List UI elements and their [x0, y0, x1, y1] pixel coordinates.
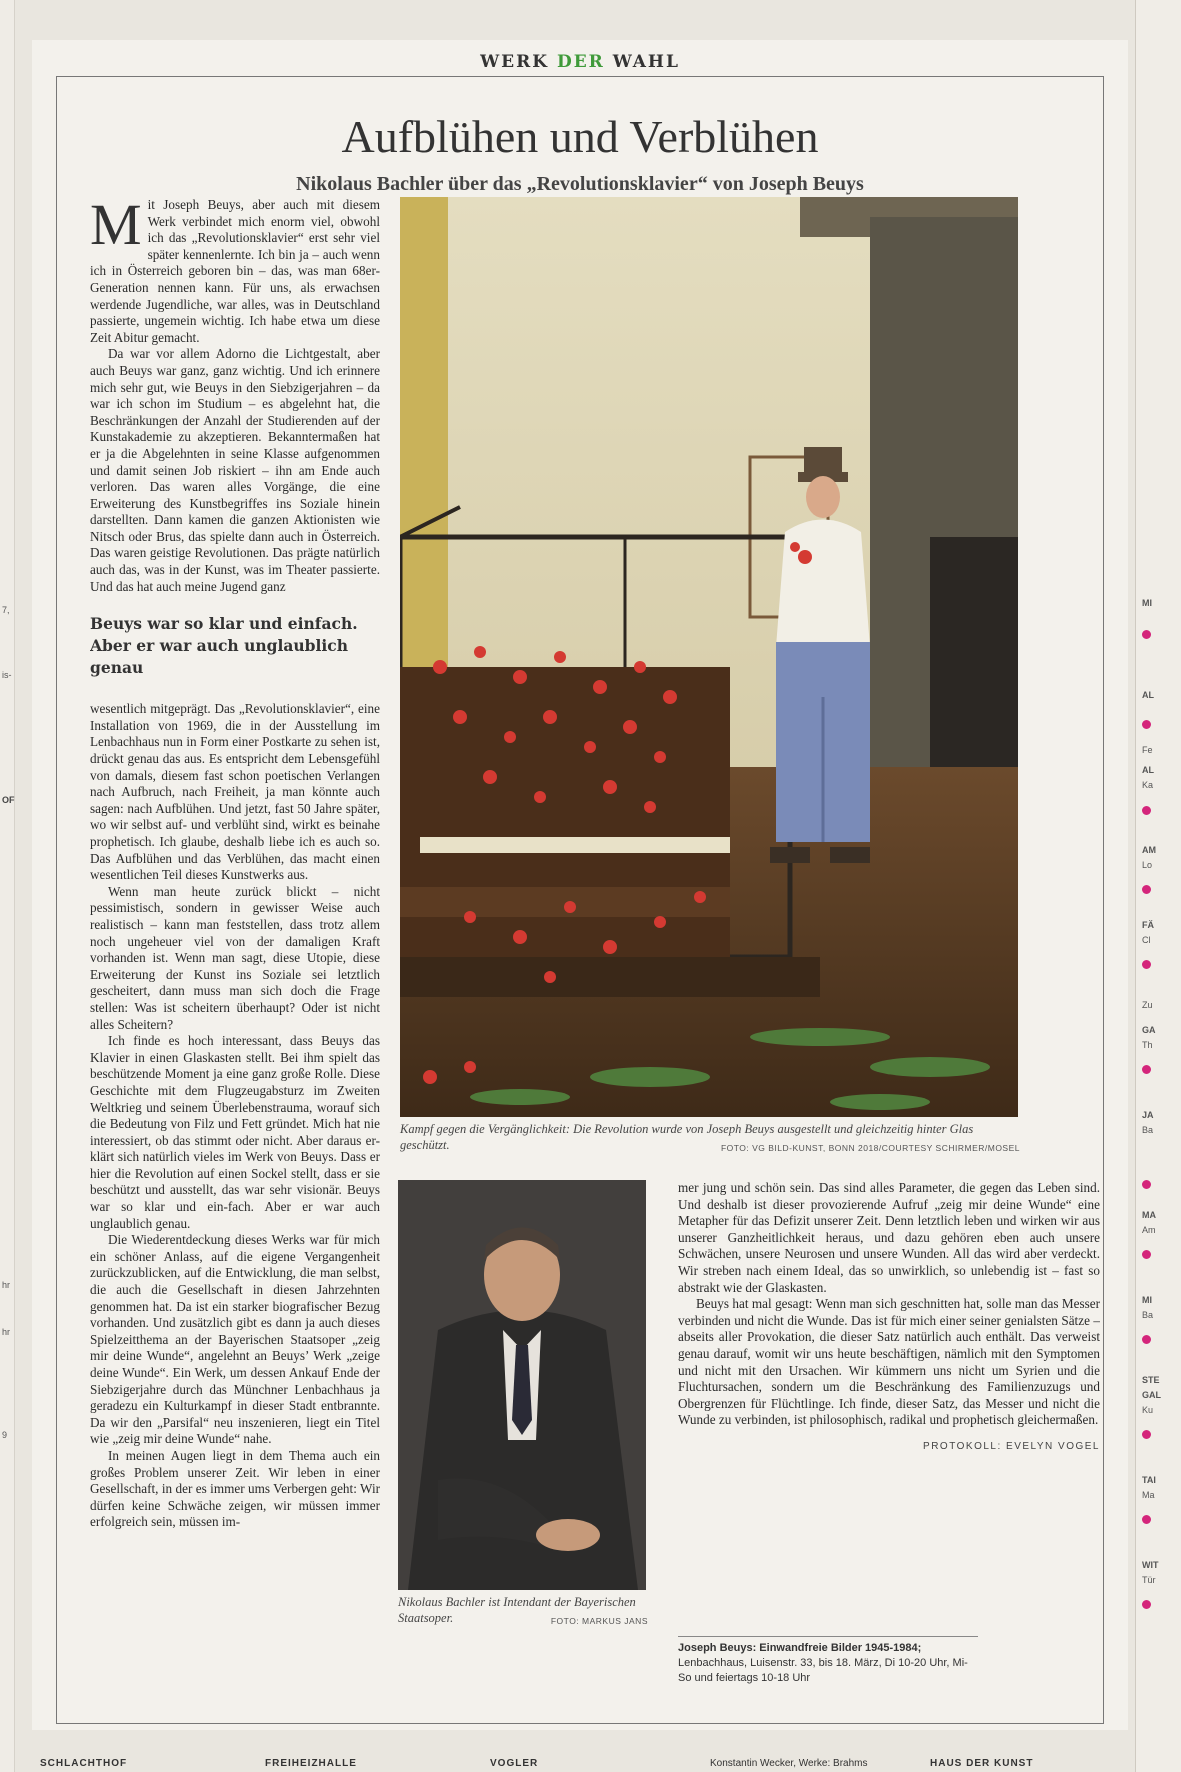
- event-dot-icon: [1142, 1335, 1151, 1344]
- kicker-word: WERK: [480, 52, 557, 72]
- footer-item: SCHLACHTHOF: [40, 1758, 128, 1769]
- photo-caption-1: [400, 1121, 1020, 1156]
- footer-item: Konstantin Wecker, Werke: Brahms: [710, 1758, 868, 1769]
- right-strip-fragment: Lo: [1142, 860, 1153, 870]
- event-dot-icon: [1142, 720, 1151, 729]
- right-strip-fragment: MI: [1142, 1295, 1152, 1305]
- event-dot-icon: [1142, 1065, 1151, 1074]
- photo-revolutionsklavier: [400, 197, 1018, 1117]
- paragraph: Da war vor allem Adorno die Lichtgestalt, aber auch Beuys war ganz, ganz wichtig. Und ich erinnere mich sehr gut, wie Beuys in den Siebzigerjahren – da war ich schon im Studium – es abgelehnt hat, die Beschränkungen der Anzahl der Studierenden auf der Kunstakademie zu akzeptieren. Bekanntermaßen hat er ja die Abgelehnten in seine Klasse aufgenommen und damit seinen Job riskiert – ihn am Ende auch verloren. Das waren alles Vorgänge, die eine Erweiterung des Kunstbegriffes ins Soziale hinein darstellten. Dann kamen die ganzen Aktionisten wie Nitsch oder Brus, das spielte dann auch in Österreich. Das waren geistige Revolutionen. Das prägte natürlich auch das, was in der Kunst, was im Theater passierte. Und das hat auch meine Jugend ganz: [90, 346, 380, 594]
- exhibition-details: Lenbachhaus, Luisenstr. 33, bis 18. März, Di 10-20 Uhr, Mi-So und feiertags 10-18 Uhr: [678, 1657, 968, 1684]
- right-strip-fragment: Zu: [1142, 1000, 1153, 1010]
- pull-quote: Beuys war so klar und einfach. Aber er war auch unglaublich genau: [90, 614, 358, 678]
- right-strip-fragment: WIT: [1142, 1560, 1159, 1570]
- right-strip-fragment: Am: [1142, 1225, 1156, 1235]
- right-strip-fragment: AL: [1142, 765, 1154, 775]
- newspaper-page: [32, 40, 1128, 1730]
- right-strip-fragment: AL: [1142, 690, 1154, 700]
- left-strip-fragment: OF: [2, 795, 15, 805]
- event-dot-icon: [1142, 1430, 1151, 1439]
- photo-revolutionsklavier-graphic: [400, 197, 1018, 1117]
- exhibition-title: Joseph Beuys: Einwandfreie Bilder 1945-1984;: [678, 1642, 922, 1654]
- section-kicker: [32, 52, 1128, 72]
- event-dot-icon: [1142, 1250, 1151, 1259]
- right-strip-fragment: Ka: [1142, 780, 1154, 790]
- right-strip-fragment: Ba: [1142, 1125, 1154, 1135]
- left-strip-fragment: 7,: [2, 605, 10, 615]
- paragraph: wesentlich mitgeprägt. Das „Revolutionsklavier“, eine Installation von 1969, die in der Ausstellung im Lenbachhaus nun in Form einer Postkarte zu sehen ist, drückt genau das aus. Es entspricht dem Lebensgefühl von damals, diesem fast schon poetischen Verlangen nach Aufbruch, nach Freiheit, ja man könnte auch sagen: nach Aufblühen. Und jetzt, fast 50 Jahre später, wo wir selbst auf- und verblüht sind, wirkt es beinahe prophetisch. Ich glaube, deshalb liebe ich es auch so. Das Aufblühen und das Verblühen, das macht einen wesentlichen Teil dieses Kunstwerks aus.: [90, 701, 380, 883]
- paragraph: In meinen Augen liegt in dem Thema auch ein großes Problem unserer Zeit. Wir leben in einer Gesellschaft, in der es immer ums Verbergen geht: Wir dürfen keine Schwäche zeigen, wir müssen immer erfolgreich sein, müssen im-: [90, 1447, 380, 1530]
- photo-credit: FOTO: VG BILD-KUNST, BONN 2018/COURTESY SCHIRMER/MOSEL: [720, 1143, 1020, 1153]
- kicker-word-accent: DER: [556, 52, 605, 72]
- kicker-word: WAHL: [604, 52, 680, 72]
- event-dot-icon: [1142, 806, 1151, 815]
- event-dot-icon: [1142, 885, 1151, 894]
- right-strip-fragment: MA: [1142, 1210, 1156, 1220]
- footer-item: VOGLER: [490, 1758, 539, 1769]
- event-dot-icon: [1142, 630, 1151, 639]
- caption-text: Kampf gegen die Vergänglichkeit: Die Revolution wurde von Joseph Beuys ausgestellt und gleichzeitig hinter Glas geschützt.: [400, 1122, 974, 1152]
- left-strip-fragment: hr: [2, 1327, 11, 1337]
- paragraph: mer jung und schön sein. Das sind alles Parameter, die gegen das Leben sind. Und deshalb ist dieser provozierende Aufruf „zeig mir deine Wunde“ eine Metapher für das Defizit unserer Zeit. Denn letztlich leben und wirken wir aus unserer Ganzheitlichkeit heraus, und dazu gehören eben auch unsere Schwächen, unsere Neurosen und unsere Wunden. All das wird aber verdeckt. Wir streben nach einem Ideal, das so unwirklich, so unlebendig ist – fast so abstrakt wie der Glaskasten.: [678, 1180, 1100, 1295]
- dropcap: M: [90, 197, 142, 257]
- left-strip-fragment: 9: [2, 1430, 8, 1440]
- photo-portrait-graphic: [398, 1180, 646, 1590]
- right-strip-fragment: TAI: [1142, 1475, 1156, 1485]
- paragraph: Beuys hat mal gesagt: Wenn man sich geschnitten hat, solle man das Messer verbinden und nicht die Wunde. Das ist für mich einer seiner genialsten Sätze – abseits aller Provokation, die dieser Satz natürlich auch enthält. Das verweist genau darauf, womit wir uns heute beschäftigen, nämlich mit den Symptomen und nicht mit den Ursachen. Wir kümmern uns nicht um Syrien und die Fluchtursachen, sondern um die Beschränkung des Familienzuzugs und Obergrenzen für Flüchtlinge. Ich finde, dieser Satz, das Messer und nicht die Wunde zu verbinden, ist philosophisch, radikal und prophetisch gleichermaßen.: [678, 1296, 1100, 1428]
- footer-item: FREIHEIZHALLE: [265, 1758, 357, 1769]
- event-dot-icon: [1142, 1600, 1151, 1609]
- right-strip-fragment: MI: [1142, 598, 1152, 608]
- left-strip-fragment: is-: [2, 670, 12, 680]
- right-strip-fragment: Cl: [1142, 935, 1151, 945]
- footer-listings: [20, 1758, 1120, 1772]
- exhibition-info-box: [678, 1636, 978, 1686]
- paragraph: [90, 197, 380, 346]
- right-strip-fragment: Ma: [1142, 1490, 1155, 1500]
- event-dot-icon: [1142, 1515, 1151, 1524]
- right-strip-fragment: Fe: [1142, 745, 1153, 755]
- right-strip-fragment: STE: [1142, 1375, 1160, 1385]
- right-strip-fragment: GA: [1142, 1025, 1156, 1035]
- event-dot-icon: [1142, 1180, 1151, 1189]
- right-strip-fragment: Ku: [1142, 1405, 1154, 1415]
- right-strip-fragment: Th: [1142, 1040, 1153, 1050]
- right-strip-fragment: Ba: [1142, 1310, 1154, 1320]
- paragraph: Wenn man heute zurück blickt – nicht pessimistisch, sondern in gewisser Weise auch realistisch – kann man feststellen, dass trotz allem noch ungeheuer viel von der damaligen Kraft vorhanden ist. Wenn man sagt, diese Utopie, diese Erweiterung der Kunst ins Soziale sei letztlich gescheitert, dann muss man sich doch die Frage stellen: Was ist scheitern überhaupt? Oder ist nicht alles Scheitern?: [90, 883, 380, 1032]
- subheadline: Nikolaus Bachler über das „Revolutionsklavier“ von Joseph Beuys: [296, 173, 864, 195]
- paragraph: Ich finde es hoch interessant, dass Beuys das Klavier in einen Glaskasten stellt. Bei ihm spielt das beschützende Moment ja eine ganz große Rolle. Diese Geschichte mit dem Flugzeugabsturz im Zweiten Weltkrieg und seinem Überlebenstrauma, worauf sich die Bedeutung von Filz und Fett gründet. Mich hat nie interessiert, ob das stimmt oder nicht. Aber daraus er-klärt sich natürlich vieles im Werk von Beuys. Dass er hier die Revolution auf einen Sockel stellt, dass er sie beschützt und ausstellt, das war sehr visionär. Beuys war so klar und ein-fach. Aber er war auch unglaublich genau.: [90, 1033, 380, 1231]
- right-strip-fragment: JA: [1142, 1110, 1154, 1120]
- photo-portrait: [398, 1180, 646, 1590]
- adjacent-page-right: [1135, 0, 1181, 1772]
- protocol-byline: PROTOKOLL: EVELYN VOGEL: [923, 1440, 1100, 1452]
- article-column-1: [90, 197, 380, 1737]
- caption-text: Nikolaus Bachler ist Intendant der Bayerischen Staatsoper.: [398, 1595, 636, 1625]
- footer-item: HAUS DER KUNST: [930, 1758, 1034, 1769]
- right-strip-fragment: Tür: [1142, 1575, 1156, 1585]
- paragraph-text: it Joseph Beuys, aber auch mit diesem Werk verbindet mich enorm viel, obwohl ich das „Revolutionsklavier“ erst sehr viel später kennenlernte. Ich bin ja – auch wenn ich in Österreich geboren bin – das, was man 68er-Generation nennen kann. Für uns, als erwachsen werdende Jugendliche, war alles, was in Deutschland passierte, ungemein wichtig. Ich habe etwa um diese Zeit Abitur gemacht.: [90, 197, 380, 345]
- photo-caption-2: [398, 1594, 648, 1629]
- headline: Aufblühen und Verblühen: [341, 111, 819, 162]
- right-strip-fragment: AM: [1142, 845, 1156, 855]
- photo-credit: FOTO: MARKUS JANS: [550, 1616, 648, 1626]
- event-dot-icon: [1142, 960, 1151, 969]
- paragraph: Die Wiederentdeckung dieses Werks war für mich ein schöner Anlass, auf die eigene Vergangenheit zurückzublicken, auf die Entwicklung, die man selbst, die auch die Gesellschaft in diesen Jahrzehnten genommen hat. Da ist ein starker biografischer Bezug vorhanden. Und zusätzlich gibt es dann ja auch dieses Spielzeitthema an der Bayerischen Staatsoper „zeig mir deine Wunde“, angelehnt an Beuys’ Werk „zeige deine Wunde“. Ein Werk, um dessen Ankauf Ende der Siebzigerjahre durch das Münchner Lenbachhaus ja geradezu ein Kulturkampf in dieser Stadt entbrannte. Da wir den „Parsifal“ neu inszenieren, liegt ein Titel wie „zeig mir deine Wunde“ nahe.: [90, 1232, 380, 1447]
- right-strip-fragment: GAL: [1142, 1390, 1161, 1400]
- right-strip-fragment: FÄ: [1142, 920, 1154, 930]
- adjacent-page-left: [0, 0, 15, 1772]
- article-column-3: [678, 1180, 1100, 1670]
- left-strip-fragment: hr: [2, 1280, 11, 1290]
